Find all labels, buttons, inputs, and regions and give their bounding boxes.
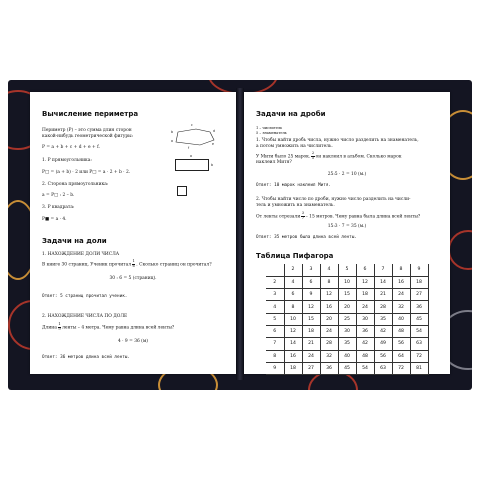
square-figure-icon (177, 186, 187, 196)
table-cell: 56 (392, 338, 410, 350)
table-cell: 24 (356, 301, 374, 313)
side-label-a: a (171, 139, 173, 143)
table-cell: 64 (392, 350, 410, 362)
perimeter-definition-line2: какой-нибудь геометрической фигуры: (42, 134, 134, 139)
table-cell: 7 (266, 338, 284, 350)
table-cell: 27 (302, 362, 320, 374)
table-cell: 8 (284, 301, 302, 313)
fraction-1-9: $\frac{1}{9}$ (58, 322, 61, 331)
table-cell: 6 (356, 264, 374, 276)
table-cell: 16 (392, 276, 410, 288)
rule1-line1: 1. Чтобы найти дробь числа, нужно число разделить на знаменатель, (256, 138, 419, 143)
example2-part2: – 15 метров. Чему равна была длина всей ленты? (305, 214, 421, 220)
pythagoras-table (266, 264, 429, 375)
table-cell: 5 (338, 264, 356, 276)
table-cell: 42 (374, 325, 392, 337)
table-cell: 24 (392, 289, 410, 301)
side-label-d: d (213, 129, 216, 133)
table-cell: 27 (410, 289, 428, 301)
table-cell: 16 (284, 350, 302, 362)
table-cell: 54 (356, 362, 374, 374)
fraction-1-6: $\frac{1}{6}$ (132, 259, 135, 268)
table-cell: 15 (302, 313, 320, 325)
table-cell: 32 (392, 301, 410, 313)
table-cell: 36 (356, 325, 374, 337)
table-cell: 9 (302, 289, 320, 301)
table-row (266, 325, 428, 337)
example1-part2: он наклеил в альбом. Сколько марок (315, 154, 402, 160)
fraction-2-5: $\frac{2}{5}$ (311, 151, 315, 160)
example2-line (256, 212, 420, 221)
table-cell: 8 (266, 350, 284, 362)
table-cell: 25 (338, 313, 356, 325)
table-cell: 49 (374, 338, 392, 350)
task1-text-part1: В книге 30 страниц. Ученик прочитал (42, 262, 131, 268)
denominator-note: 5 – знаменатель (256, 131, 287, 135)
example1-calculation: 25:5 · 2 = 10 (м.) (327, 172, 367, 177)
rect-side-label: 2. Сторона прямоугольника: (42, 182, 109, 187)
table-cell: 48 (356, 350, 374, 362)
table-cell: 4 (266, 301, 284, 313)
table-cell: 45 (338, 362, 356, 374)
table-row (266, 362, 428, 374)
example1-answer: Ответ: 10 марок наклеил Митя. (256, 183, 332, 188)
side-label-f: f (188, 146, 190, 150)
example1-part1: У Мити было 25 марок. (256, 154, 311, 160)
table-cell: 4 (284, 276, 302, 288)
rect-side-formula: a = P□ : 2 – b. (42, 193, 75, 198)
table-cell: 12 (356, 276, 374, 288)
task1-answer: Ответ: 5 страниц прочитал ученик. (42, 294, 128, 299)
table-cell: 15 (338, 289, 356, 301)
table-cell: 81 (410, 362, 428, 374)
table-cell: 40 (392, 313, 410, 325)
task2-answer: Ответ: 36 метров длина всей ленты. (42, 355, 130, 360)
task1-title: 1. НАХОЖДЕНИЕ ДОЛИ ЧИСЛА (42, 252, 120, 257)
left-page (30, 92, 236, 374)
table-cell: 54 (410, 325, 428, 337)
table-cell: 3 (302, 264, 320, 276)
notebook-spine (236, 88, 244, 380)
table-cell: 63 (410, 338, 428, 350)
table-cell: 48 (392, 325, 410, 337)
table-cell: 72 (392, 362, 410, 374)
table-cell: 12 (284, 325, 302, 337)
task1-text (42, 260, 212, 269)
table-cell: 4 (320, 264, 338, 276)
perimeter-heading: Вычисление периметра (42, 110, 139, 118)
rect-perimeter-label: 1. Р прямоугольника: (42, 158, 92, 163)
table-row (266, 276, 428, 288)
table-cell: 7 (374, 264, 392, 276)
share-heading: Задачи на доли (42, 237, 107, 245)
table-cell: 3 (266, 289, 284, 301)
table-cell: 6 (302, 276, 320, 288)
table-cell: 72 (410, 350, 428, 362)
table-cell: 12 (302, 301, 320, 313)
table-cell: 2 (284, 264, 302, 276)
rule1-line2: а потом умножить на числитель. (256, 144, 333, 149)
fraction-3-7: $\frac{3}{7}$ (301, 211, 305, 220)
table-cell: 24 (320, 325, 338, 337)
table-row (266, 289, 428, 301)
table-cell: 20 (320, 313, 338, 325)
table-cell: 63 (374, 362, 392, 374)
table-row (266, 338, 428, 350)
rect-perimeter-formula: P□ = (a + b) · 2 или P□ = a · 2 + b · 2. (42, 170, 131, 175)
table-cell: 2 (266, 276, 284, 288)
table-cell: 35 (374, 313, 392, 325)
table-cell: 36 (410, 301, 428, 313)
table-cell: 18 (302, 325, 320, 337)
table-cell: 21 (374, 289, 392, 301)
table-cell: 35 (338, 338, 356, 350)
rect-label-a: a (190, 154, 192, 158)
table-cell: 30 (338, 325, 356, 337)
table-cell: 18 (284, 362, 302, 374)
rule2-line2: тель и умножить на знаменатель. (256, 203, 335, 208)
table-cell: 28 (320, 338, 338, 350)
table-cell: 20 (338, 301, 356, 313)
table-cell: 10 (338, 276, 356, 288)
task1-calculation: 30 : 6 = 5 (страниц). (109, 276, 157, 281)
side-label-b: b (171, 130, 174, 134)
task2-text-part2: ленты – 4 метра. Чему равна длина всей ленты? (62, 325, 175, 331)
table-cell: 28 (374, 301, 392, 313)
table-cell: 9 (410, 264, 428, 276)
perimeter-sum-formula: P = a + b + c + d + e + f. (42, 145, 100, 150)
table-cell: 9 (266, 362, 284, 374)
task2-text-part1: Длина (42, 325, 57, 331)
square-perimeter-label: 3. Р квадрата: (42, 205, 75, 210)
rect-label-b: b (211, 163, 214, 167)
side-label-c: c (191, 123, 193, 127)
table-cell: 42 (356, 338, 374, 350)
task2-calculation: 4 · 9 = 36 (м) (117, 339, 149, 344)
perimeter-definition-line1: Периметр (Р) – это сумма длин сторон (42, 128, 132, 133)
example1-line2: наклеил Митя? (256, 160, 292, 165)
table-cell: 40 (338, 350, 356, 362)
example2-answer: Ответ: 35 метров была длина всей ленты. (256, 235, 357, 240)
table-cell: 8 (320, 276, 338, 288)
table-cell: 10 (284, 313, 302, 325)
table-cell: 32 (320, 350, 338, 362)
example2-calculation: 15:3 · 7 = 35 (м.) (327, 224, 367, 229)
table-cell: 14 (284, 338, 302, 350)
fractions-heading: Задачи на дроби (256, 110, 326, 118)
table-row (266, 313, 428, 325)
table-row (266, 301, 428, 313)
pythagoras-heading: Таблица Пифагора (256, 252, 334, 260)
table-cell: 8 (392, 264, 410, 276)
right-page (244, 92, 450, 374)
table-cell: 6 (266, 325, 284, 337)
table-row (266, 264, 428, 276)
rule2-line1: 2. Чтобы найти число по дроби, нужно число разделить на числи- (256, 197, 411, 202)
table-cell: 56 (374, 350, 392, 362)
numerator-note: 1 – числитель (256, 126, 283, 130)
table-cell: 18 (356, 289, 374, 301)
table-cell: 36 (320, 362, 338, 374)
table-cell: 21 (302, 338, 320, 350)
example2-part1: От ленты отрезали (256, 214, 301, 220)
table-cell: 30 (356, 313, 374, 325)
table-cell: 5 (266, 313, 284, 325)
table-cell: 24 (302, 350, 320, 362)
table-cell: 18 (410, 276, 428, 288)
table-cell: 12 (320, 289, 338, 301)
table-cell: 16 (320, 301, 338, 313)
rectangle-figure-icon (175, 159, 209, 171)
task2-title: 2. НАХОЖДЕНИЕ ЧИСЛА ПО ДОЛЕ (42, 314, 128, 319)
task1-text-part2: . Сколько страниц он прочитал? (136, 262, 212, 268)
table-cell: 14 (374, 276, 392, 288)
table-row (266, 350, 428, 362)
task2-text (42, 323, 174, 332)
table-cell: 45 (410, 313, 428, 325)
side-label-e: e (212, 142, 214, 146)
table-cell: 6 (284, 289, 302, 301)
square-perimeter-formula: P■ = a · 4. (42, 217, 67, 222)
table-cell (266, 264, 284, 276)
